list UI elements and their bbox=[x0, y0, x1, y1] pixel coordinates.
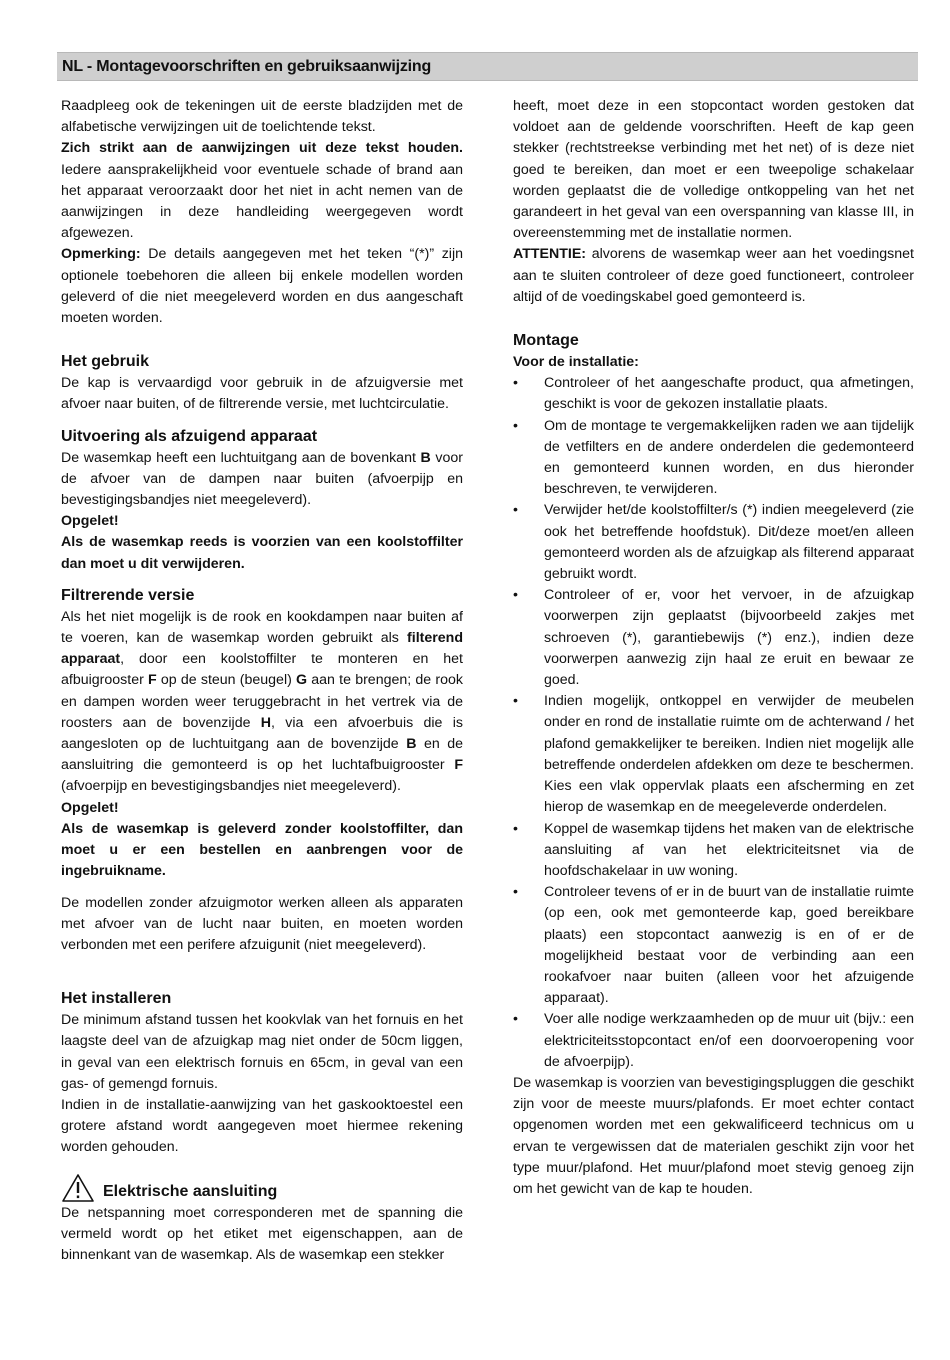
models-paragraph: De modellen zonder afzuigmotor werken alleen als apparaten met afvoer van de lucht naar buiten, en moeten worden verbonden met een perifere afzuigunit (niet meegeleverd). bbox=[61, 894, 463, 953]
heading-het-gebruik: Het gebruik bbox=[61, 353, 150, 371]
right-column bbox=[513, 96, 914, 1200]
filter-paragraph: Als het niet mogelijk is de rook en kookdampen naar buiten af te voeren, kan de wasemkap worden gebruikt als filterend apparaat, door een koolstoffilter te monteren en het afbuigrooster F op de steun (beugel) G aan te brengen; de rook en dampen worden weer teruggebracht in het vertrek via de roosters aan de bovenzijde H, via een afvoerbuis die is aangesloten op de luchtuitgang aan de bovenzijde B en de aansluitring die gemonteerd is op het luchtafbuigrooster F (afvoerpijp en bevestigingsbandjes niet meegeleverd). bbox=[61, 608, 464, 795]
closing-paragraph: De wasemkap is voorzien van bevestigingspluggen die geschikt zijn voor de meeste muurs/plafonds. Er moet echter contact opgenomen worden met een gekwalificeerd technicus om u ervan te vergewissen dat de materialen geschikt zijn voor het type muur/plafond. Het muur/plafond moet stevig genoeg zijn om het gewicht van de kap te houden. bbox=[513, 1074, 914, 1197]
before-installation-label: Voor de installatie: bbox=[513, 354, 639, 371]
attention-label: ATTENTIE: bbox=[513, 246, 587, 263]
left-column bbox=[61, 96, 463, 1266]
installation-checklist bbox=[513, 373, 914, 1073]
elec-heading-row bbox=[61, 1173, 463, 1203]
attention-paragraph: ATTENTIE: alvorens de wasemkap weer aan het voedingsnet aan te sluiten controleer of deze goed functioneert, controleer altijd of de voedingskabel goed gemonteerd is. bbox=[513, 246, 914, 305]
list-item: • Indien mogelijk, ontkoppel en verwijder de meubelen onder en rond de installatie ruimte om de achterwand / het plafond gemakkelijker te bereiken. Indien niet mogelijk alle betreffende onderdelen afdekken om deze te beschermen. Kies een vlak oppervlak plaats een afscherming en zet hierop de wasemkap en de meegeleverde onderdelen. bbox=[513, 691, 914, 818]
heading-filtrerende-versie: Filtrerende versie bbox=[61, 586, 195, 604]
list-item: • Controleer of het aangeschafte product, qua afmetingen, geschikt is voor de gekozen installatie plaats. bbox=[513, 373, 914, 415]
intro-paragraph: Raadpleeg ook de tekeningen uit de eerste bladzijden met de alfabetische verwijzingen uit de toelichtende tekst. Zich strikt aan de aanwijzingen uit deze tekst houden. Iedere aansprakelijkheid voor eventuele schade of brand aan het apparaat veroorzaakt door het niet in acht nemen van de aanwijzingen in deze handleiding weergegeven wordt afgewezen. bbox=[61, 98, 463, 242]
note-label: Opmerking: bbox=[61, 246, 141, 263]
elec-continued-paragraph: heeft, moet deze in een stopcontact worden gestoken dat voldoet aan de geldende voorschriften. Heeft de kap geen stekker (rechtstreekse verbinding met het net) of is deze niet goed te bereiken, dan moet er een tweepolige schakelaar worden geplaatst die de volledige ontkoppeling van het net garandeert in het geval van een overspanning van klasse III, in overeenstemming met de installatie normen. bbox=[513, 98, 914, 242]
list-item: • Koppel de wasemkap tijdens het maken van de elektrische aansluiting af van het elektriciteitsnet via de hoofdschakelaar in uw woning. bbox=[513, 819, 914, 883]
note-paragraph: Opmerking: De details aangegeven met het teken “(*)” zijn optionele toebehoren die alleen bij enkele modellen worden geleverd of die niet meegeleverd worden en dus aangeschaft moeten worden. bbox=[61, 246, 463, 327]
heading-het-installeren: Het installeren bbox=[61, 990, 172, 1008]
afzuig-warning-label: Opgelet! bbox=[61, 513, 119, 530]
afzuig-paragraph: De wasemkap heeft een luchtuitgang aan de bovenkant B voor de afvoer van de dampen naar buiten (afvoerpijp en bevestigingsbandjes niet meegeleverd). bbox=[61, 449, 463, 509]
list-item: • Om de montage te vergemakkelijken raden we aan tijdelijk de vetfilters en de andere onderdelen die gedemonteerd en gemonteerd kunnen worden, en dus hieronder beschreven, te verwijderen. bbox=[513, 416, 914, 501]
afzuig-warning-text: Als de wasemkap reeds is voorzien van een koolstoffilter dan moet u dit verwijderen. bbox=[61, 534, 463, 572]
heading-montage: Montage bbox=[513, 332, 579, 350]
list-item: • Voer alle nodige werkzaamheden op de muur uit (bijv.: een elektriciteitsstopcontact en/of een doorvoeropening voor de afvoerpijp). bbox=[513, 1009, 914, 1073]
elec-paragraph: De netspanning moet corresponderen met de spanning die vermeld wordt op het etiket met eigenschappen, aan de binnenkant van de wasemkap. Als de wasemkap een stekker bbox=[61, 1204, 463, 1263]
filter-warning-label: Opgelet! bbox=[61, 799, 119, 816]
section-title: NL - Montagevoorschriften en gebruiksaanwijzing bbox=[62, 58, 432, 75]
gebruik-paragraph: De kap is vervaardigd voor gebruik in de afzuigversie met afvoer naar buiten, of de filtrerende versie, met luchtcirculatie. bbox=[61, 375, 463, 413]
list-item: • Verwijder het/de koolstoffilter/s (*) indien meegeleverd (zie ook het betreffende hoofdstuk). Dit/deze moet/en alleen gemonteerd worden als de afzuigkap als filterend apparaat gebruikt wordt. bbox=[513, 500, 914, 585]
install-paragraph-2: Indien in de installatie-aanwijzing van het gaskooktoestel een grotere afstand wordt aangegeven moet hiermee rekening worden gehouden. bbox=[61, 1096, 463, 1156]
strict-instructions-bold: Zich strikt aan de aanwijzingen uit deze tekst houden. bbox=[61, 140, 463, 157]
list-item: • Controleer of er, voor het vervoer, in de afzuigkap voorwerpen zijn geplaatst (bijvoorbeeld zakjes met schroeven (*), garantiebewijs (*) enz.), indien deze voorwerpen aanwezig zijn haal ze eruit en bewaar ze goed. bbox=[513, 585, 914, 691]
heading-afzuigend-apparaat: Uitvoering als afzuigend apparaat bbox=[61, 427, 318, 445]
install-paragraph-1: De minimum afstand tussen het kookvlak van het fornuis en het laagste deel van de afzuigkap mag niet onder de 50cm liggen, in geval van een elektrisch fornuis en 65cm, in geval van een gas- of gemengd fornuis. bbox=[61, 1012, 463, 1092]
warning-triangle-icon bbox=[61, 1173, 95, 1203]
list-item: • Controleer tevens of er in de buurt van de installatie ruimte (op een, ook met gemonteerde kap, goed bereikbare plaats) een stopcontact aanwezig is en of er de mogelijkheid bestaat voor de verbinding aan een rookafvoer naar buiten (alleen voor het afzuigende apparaat). bbox=[513, 882, 914, 1009]
section-header-bar bbox=[57, 52, 918, 81]
filter-warning-text: Als de wasemkap is geleverd zonder koolstoffilter, dan moet u er een bestellen en aanbrengen voor de ingebruikname. bbox=[61, 820, 463, 880]
heading-elektrische-aansluiting: Elektrische aansluiting bbox=[103, 1182, 278, 1200]
